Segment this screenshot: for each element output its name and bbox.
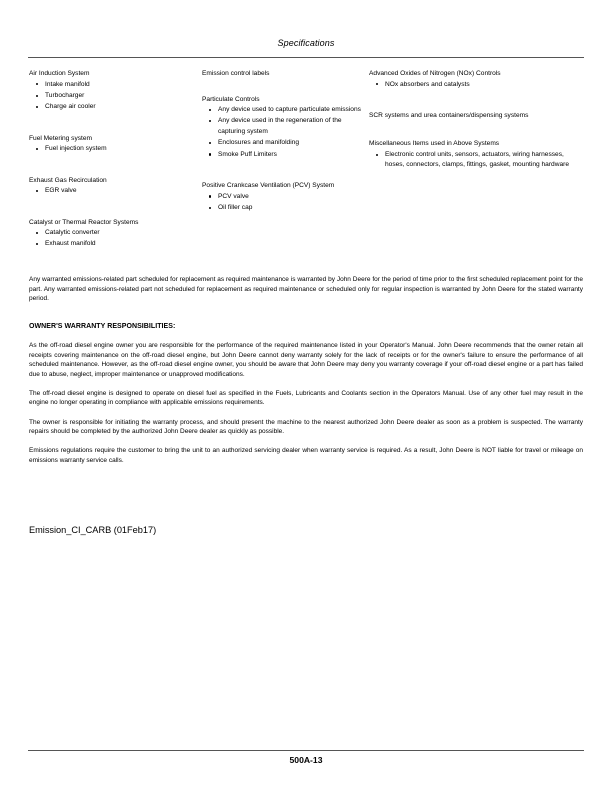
part-group xyxy=(29,218,197,250)
part-group-title: Particulate Controls xyxy=(202,95,260,103)
list-item-label: Enclosures and manifolding xyxy=(218,139,300,147)
list-item xyxy=(202,203,364,213)
part-group-title: Exhaust Gas Recirculation xyxy=(29,176,107,184)
bullet-icon xyxy=(209,207,211,209)
warranted-part-section xyxy=(29,275,583,304)
emissions-parts-columns xyxy=(0,69,612,254)
spacer xyxy=(29,207,197,218)
part-list xyxy=(202,192,364,214)
list-item xyxy=(29,91,197,101)
list-item xyxy=(202,192,364,202)
list-item-label: Any device used in the regeneration of the capturing system xyxy=(218,117,342,135)
list-item-label: Exhaust manifold xyxy=(45,240,96,248)
paragraph: As the off-road diesel engine owner you are responsible for the performance of the required maintenance listed in your Operator's Manual. John Deere recommends that the owner retain all receipts covering maintenance on the off-road diesel engine, but John Deere cannot deny warranty solely for the lack of receipts or for the owner's failure to ensure the performance of all scheduled maintenance. However, as the off-road diesel engine owner, you should be aware that John Deere may deny you warranty coverage if your off-road diesel engine or a part has failed due to abuse, neglect, improper maintenance or unapproved modifications. xyxy=(29,342,583,378)
list-item-label: Intake manifold xyxy=(45,80,90,88)
list-item xyxy=(202,105,364,115)
column-middle xyxy=(202,69,364,223)
list-item xyxy=(29,228,197,238)
owner-responsibilities-body xyxy=(29,341,583,465)
spacer xyxy=(369,131,584,139)
spacer xyxy=(29,123,197,134)
bullet-icon xyxy=(36,148,38,150)
list-item-label: Oil filler cap xyxy=(218,203,253,211)
document-code: Emission_CI_CARB (01Feb17) xyxy=(29,525,157,535)
part-list xyxy=(29,228,197,250)
part-list xyxy=(369,80,584,90)
list-item xyxy=(29,144,197,154)
page-number: 500A-13 xyxy=(289,755,323,765)
part-list xyxy=(202,105,364,160)
spacer xyxy=(29,165,197,176)
list-item xyxy=(29,186,197,196)
part-group-title: Miscellaneous Items used in Above Systems xyxy=(369,140,500,148)
part-group xyxy=(202,69,364,80)
list-item xyxy=(29,239,197,249)
paragraph: The owner is responsible for initiating the warranty process, and should present the machine to the nearest authorized John Deere dealer as soon as a problem is suspected. The warranty repairs should be completed by the authorized John Deere dealer as quickly as possible. xyxy=(29,418,583,436)
part-list xyxy=(29,80,197,113)
list-item-label: Fuel injection system xyxy=(45,145,107,153)
bullet-icon xyxy=(209,142,211,144)
part-group xyxy=(202,95,364,161)
section-heading: OWNER'S WARRANTY RESPONSIBILITIES: xyxy=(29,323,176,330)
bullet-icon xyxy=(36,83,38,85)
list-item xyxy=(202,150,364,160)
list-item-label: EGR valve xyxy=(45,187,77,195)
bullet-icon xyxy=(209,120,211,122)
part-list xyxy=(29,186,197,196)
part-group xyxy=(29,176,197,197)
list-item-label: Smoke Puff Limiters xyxy=(218,150,277,158)
part-group xyxy=(369,139,584,170)
header-divider xyxy=(28,57,584,58)
list-item xyxy=(29,80,197,90)
list-item-label: Any device used to capture particulate emissions xyxy=(218,106,361,113)
list-item xyxy=(202,138,364,148)
paragraph-warranted-part: Any warranted emissions-related part scheduled for replacement as required maintenance is warranted by John Deere for the period of time prior to the first scheduled replacement point for the part. Any warranted emissions-related part not scheduled for replacement as required maintenance or scheduled only for regular inspection is warranted by John Deere for the stated warranty period. xyxy=(29,276,583,303)
part-group-title: SCR systems and urea containers/dispensing systems xyxy=(369,111,529,119)
bullet-icon xyxy=(209,153,211,155)
bullet-icon xyxy=(36,243,38,245)
part-group xyxy=(369,111,584,122)
part-list xyxy=(29,144,197,154)
bullet-icon xyxy=(209,195,211,197)
part-group-title: Catalyst or Thermal Reactor Systems xyxy=(29,218,139,226)
list-item-label: PCV valve xyxy=(218,192,249,200)
bullet-icon xyxy=(36,190,38,192)
list-item-label: Electronic control units, sensors, actuators, wiring harnesses, hoses, connectors, clamps, fittings, gasket, mounting hardware xyxy=(385,150,569,169)
list-item-label: Catalytic converter xyxy=(45,229,100,237)
bullet-icon xyxy=(209,109,211,111)
bullet-icon xyxy=(376,154,378,156)
column-right xyxy=(369,69,584,181)
part-group-title: Emission control labels xyxy=(202,70,270,77)
document-code-block xyxy=(29,524,583,536)
list-item xyxy=(369,80,584,90)
owner-responsibilities-heading-block xyxy=(29,322,583,332)
bullet-icon xyxy=(36,106,38,108)
part-group-title: Advanced Oxides of Nitrogen (NOx) Controls xyxy=(369,70,501,77)
part-group-title: Air Induction System xyxy=(29,70,90,77)
page-header xyxy=(0,38,612,49)
spacer xyxy=(202,170,364,181)
spacer xyxy=(369,100,584,111)
list-item xyxy=(369,150,584,171)
part-group-title: Positive Crankcase Ventilation (PCV) System xyxy=(202,182,335,190)
paragraph: Emissions regulations require the customer to bring the unit to an authorized servicing dealer when warranty service is required. As a result, John Deere is NOT liable for travel or mileage on emissions warranty service calls. xyxy=(29,447,583,464)
part-group-title: Fuel Metering system xyxy=(29,134,93,142)
bullet-icon xyxy=(36,232,38,234)
bullet-icon xyxy=(36,95,38,97)
list-item-label: Turbocharger xyxy=(45,91,85,99)
part-group xyxy=(29,134,197,155)
footer-divider xyxy=(28,750,584,751)
bullet-icon xyxy=(376,83,378,85)
list-item-label: Charge air cooler xyxy=(45,103,96,111)
part-group xyxy=(29,69,197,113)
part-group xyxy=(202,181,364,213)
list-item-label: NOx absorbers and catalysts xyxy=(385,80,470,88)
part-list xyxy=(369,150,584,171)
list-item xyxy=(29,102,197,112)
part-group xyxy=(369,69,584,90)
page-title: Specifications xyxy=(277,38,335,48)
paragraph: The off-road diesel engine is designed to operate on diesel fuel as specified in the Fuels, Lubricants and Coolants section in the Operators Manual. Use of any other fuel may result in the engine no longer operating in compliance with applicable emissions requirements. xyxy=(29,389,583,407)
column-left xyxy=(29,69,197,260)
list-item xyxy=(202,116,364,137)
